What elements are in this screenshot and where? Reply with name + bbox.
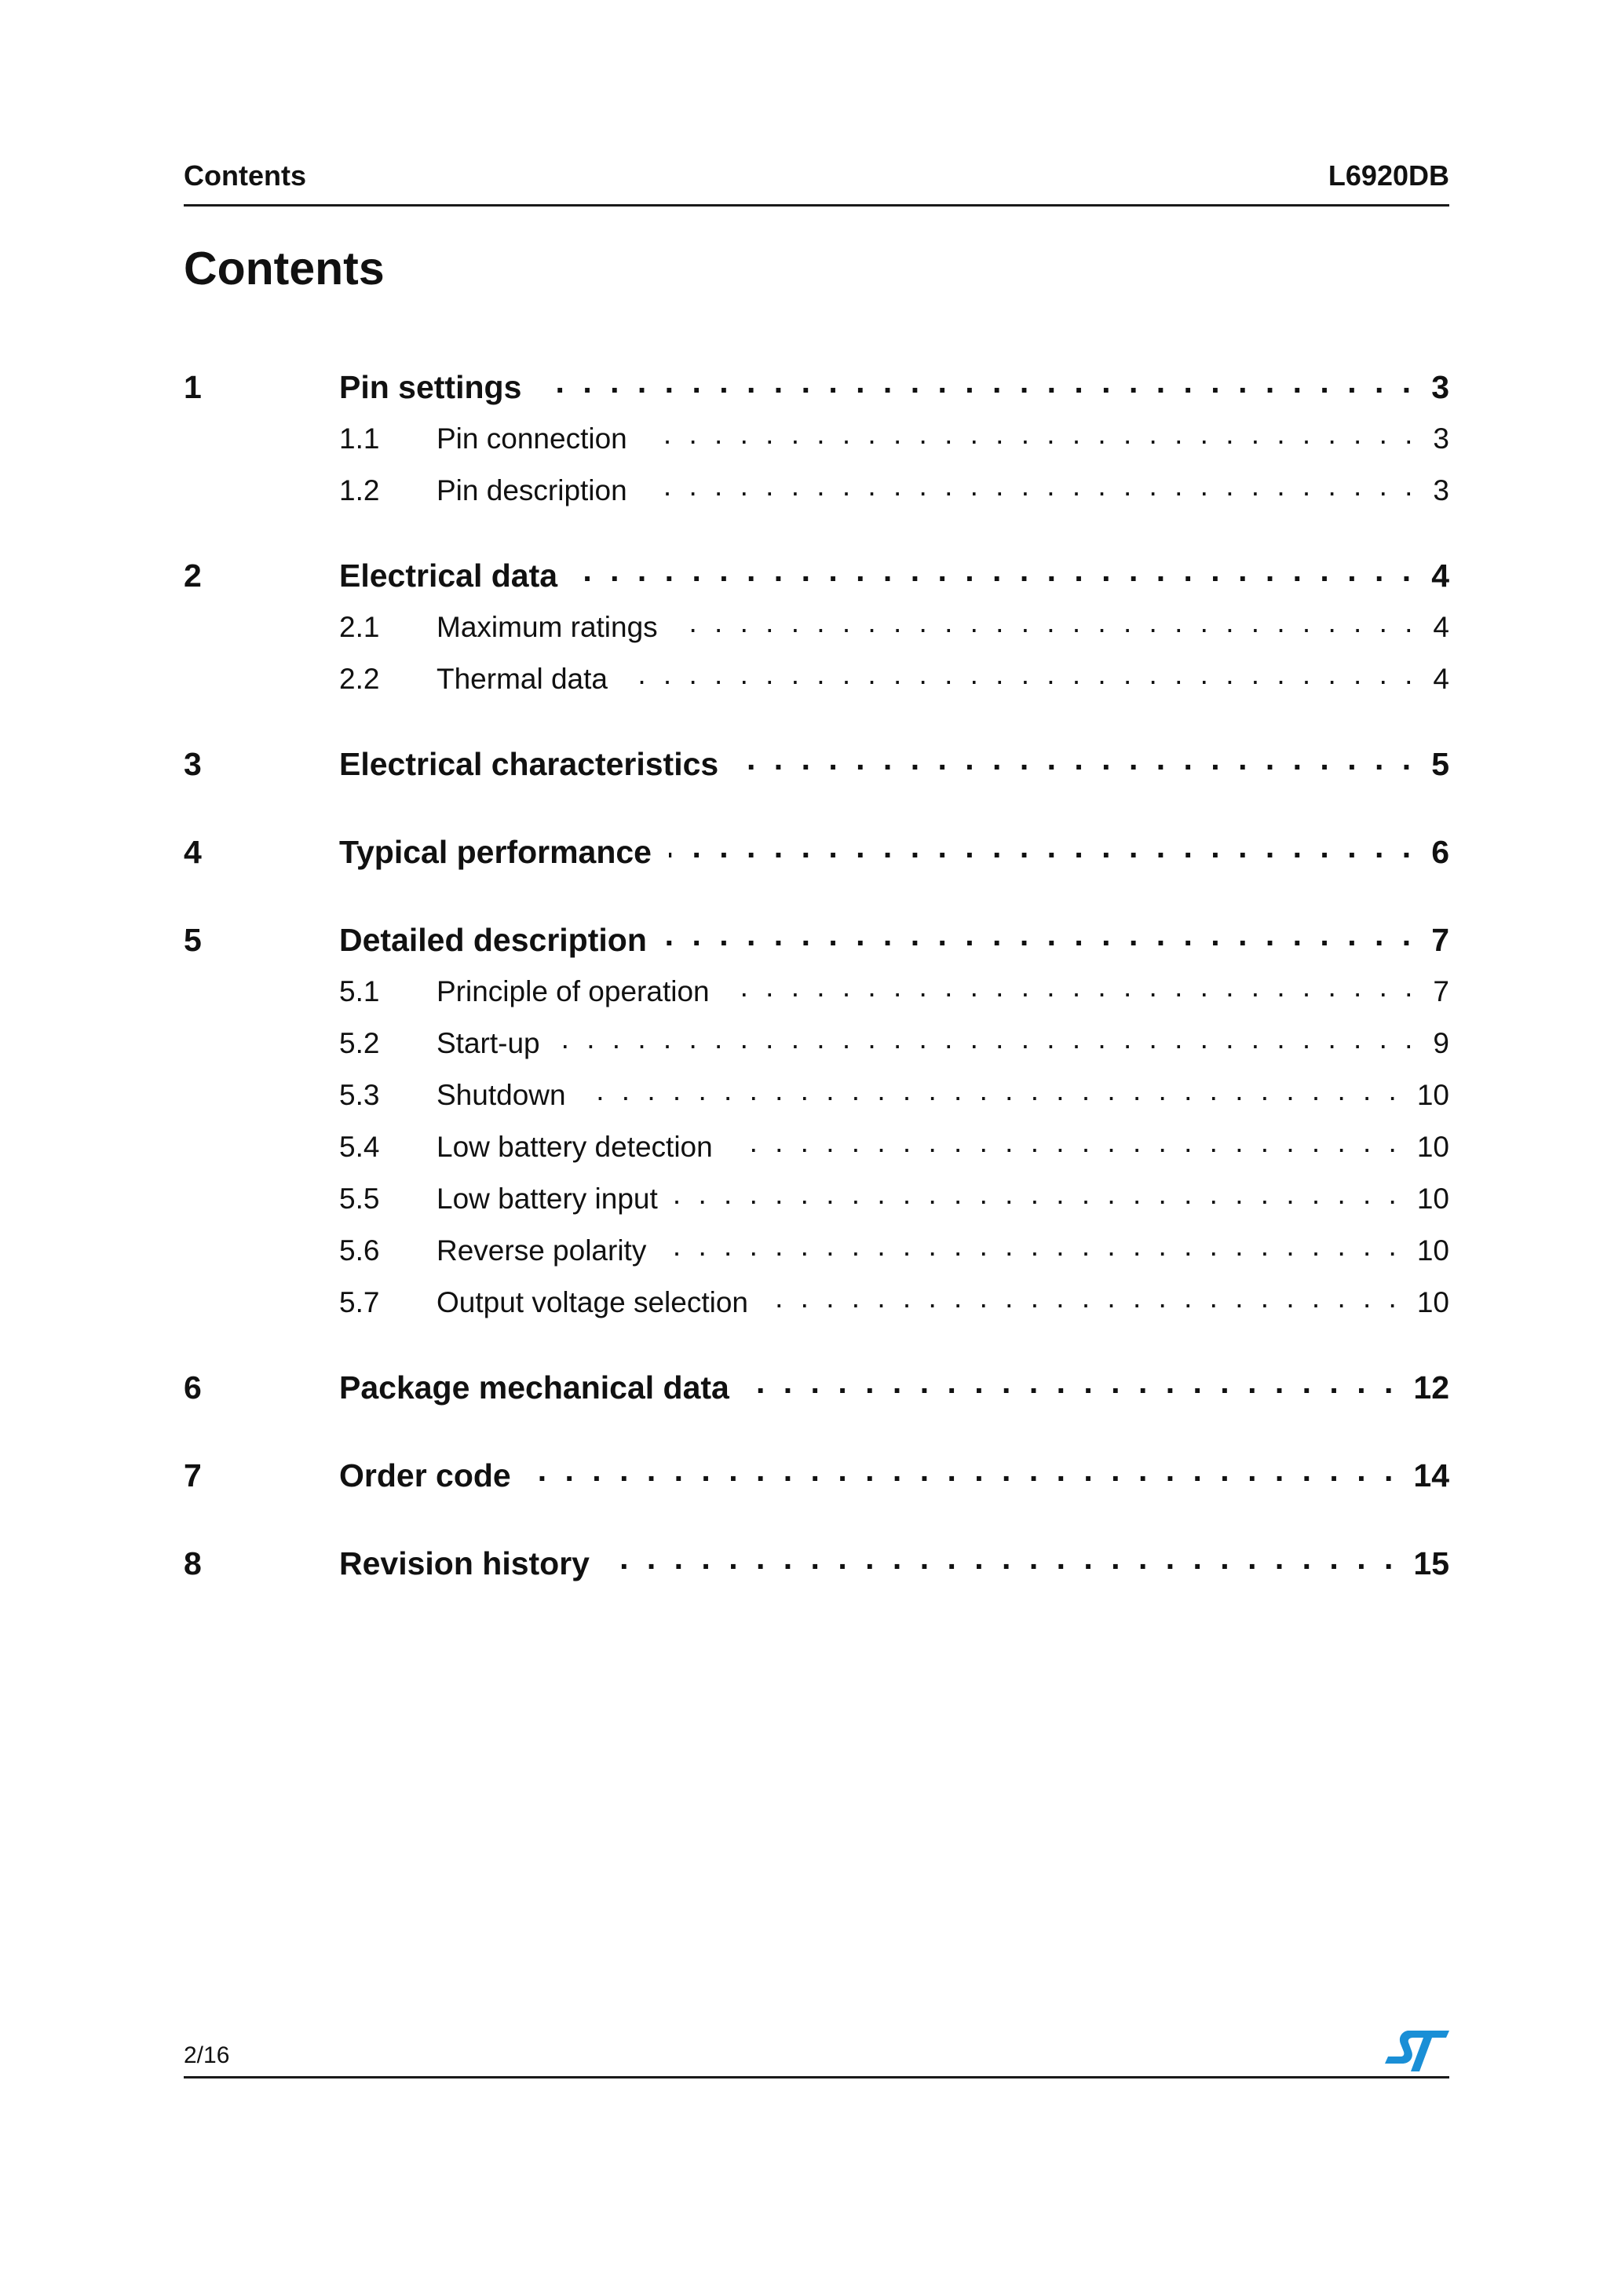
toc-entry-number: 5.3: [339, 1079, 380, 1111]
toc-entry-page: 3: [1433, 422, 1449, 455]
toc-entry-title: Start-up: [437, 1027, 540, 1059]
toc-dot-leader: [645, 419, 1418, 448]
toc-dot-leader: [528, 1454, 1398, 1486]
toc-entry-title: Maximum ratings: [437, 611, 658, 643]
toc-dot-leader: [663, 1231, 1401, 1260]
toc-entry-number: 5.4: [339, 1131, 380, 1163]
toc-entry-title: Principle of operation: [437, 975, 710, 1007]
toc-dot-leader: [675, 1179, 1401, 1208]
footer-page-number: 2/16: [184, 2042, 230, 2068]
toc-dot-leader: [736, 743, 1416, 775]
toc-entry-8[interactable]: [184, 1537, 1449, 1589]
toc-entry-title: Electrical characteristics: [339, 746, 719, 782]
toc-entry-5-1[interactable]: [184, 966, 1449, 1018]
toc-entry-7[interactable]: [184, 1450, 1449, 1501]
toc-entry-5-4[interactable]: [184, 1121, 1449, 1173]
toc-entry-number: 4: [184, 834, 202, 870]
toc-entry-number: 5.6: [339, 1234, 380, 1267]
header-document-id: L6920DB: [1328, 159, 1449, 192]
toc-entry-page: 4: [1433, 663, 1449, 695]
toc-entry-title: Output voltage selection: [437, 1286, 748, 1318]
toc-entry-1[interactable]: [184, 361, 1449, 413]
toc-entry-5-6[interactable]: [184, 1225, 1449, 1277]
toc-entry-number: 5.1: [339, 975, 380, 1007]
toc-dot-leader: [625, 660, 1417, 689]
toc-entry-number: 2.1: [339, 611, 380, 643]
toc-entry-page: 14: [1413, 1457, 1449, 1493]
header-section-label: Contents: [184, 159, 306, 192]
table-of-contents: [184, 361, 1449, 1589]
toc-dot-leader: [675, 608, 1418, 637]
toc-entry-5-2[interactable]: [184, 1018, 1449, 1069]
toc-dot-leader: [575, 554, 1416, 587]
toc-dot-leader: [583, 1076, 1401, 1105]
toc-entry-page: 12: [1413, 1369, 1449, 1406]
toc-entry-3[interactable]: [184, 738, 1449, 790]
page-title: Contents: [184, 243, 385, 294]
toc-entry-1-2[interactable]: [184, 465, 1449, 517]
toc-entry-page: 3: [1433, 474, 1449, 506]
toc-entry-title: Pin description: [437, 474, 627, 506]
toc-entry-title: Low battery detection: [437, 1131, 713, 1163]
toc-entry-title: Low battery input: [437, 1183, 658, 1215]
page-header: [184, 157, 1449, 207]
toc-entry-2[interactable]: [184, 550, 1449, 601]
toc-entry-page: 10: [1416, 1234, 1449, 1267]
toc-dot-leader: [607, 1542, 1397, 1574]
toc-entry-page: 7: [1431, 922, 1449, 958]
toc-entry-page: 15: [1413, 1545, 1449, 1581]
toc-dot-leader: [539, 366, 1416, 398]
toc-dot-leader: [664, 919, 1416, 951]
toc-dot-leader: [747, 1366, 1398, 1398]
page-footer: [184, 2026, 1449, 2078]
toc-dot-leader: [557, 1024, 1418, 1053]
toc-entry-2-2[interactable]: [184, 653, 1449, 705]
toc-entry-title: Thermal data: [437, 663, 608, 695]
toc-entry-page: 3: [1431, 369, 1449, 405]
toc-entry-5-3[interactable]: [184, 1069, 1449, 1121]
toc-entry-page: 9: [1433, 1027, 1449, 1059]
toc-entry-page: 4: [1433, 611, 1449, 643]
toc-entry-number: 5: [184, 922, 202, 958]
toc-entry-page: 5: [1431, 746, 1449, 782]
toc-entry-page: 6: [1431, 834, 1449, 870]
toc-entry-number: 5.5: [339, 1183, 380, 1215]
toc-dot-leader: [669, 831, 1416, 863]
toc-entry-number: 5.2: [339, 1027, 380, 1059]
toc-entry-number: 2: [184, 558, 202, 594]
toc-entry-number: 7: [184, 1457, 202, 1493]
toc-entry-5[interactable]: [184, 914, 1449, 966]
toc-entry-page: 10: [1416, 1183, 1449, 1215]
toc-dot-leader: [765, 1283, 1401, 1312]
toc-dot-leader: [727, 972, 1418, 1001]
toc-entry-page: 10: [1416, 1131, 1449, 1163]
toc-entry-number: 6: [184, 1369, 202, 1406]
toc-entry-number: 1: [184, 369, 202, 405]
toc-entry-page: 7: [1433, 975, 1449, 1007]
toc-entry-title: Shutdown: [437, 1079, 566, 1111]
toc-entry-6[interactable]: [184, 1362, 1449, 1413]
toc-entry-number: 3: [184, 746, 202, 782]
toc-entry-number: 1.1: [339, 422, 380, 455]
toc-entry-title: Package mechanical data: [339, 1369, 729, 1406]
toc-entry-page: 4: [1431, 558, 1449, 594]
toc-entry-1-1[interactable]: [184, 413, 1449, 465]
toc-entry-title: Electrical data: [339, 558, 558, 594]
toc-entry-4[interactable]: [184, 826, 1449, 878]
toc-dot-leader: [645, 471, 1418, 500]
toc-entry-number: 8: [184, 1545, 202, 1581]
toc-entry-number: 2.2: [339, 663, 380, 695]
st-logo-icon: [1385, 2031, 1449, 2071]
toc-entry-number: 1.2: [339, 474, 380, 506]
toc-entry-5-7[interactable]: [184, 1277, 1449, 1329]
toc-entry-number: 5.7: [339, 1286, 380, 1318]
toc-entry-title: Typical performance: [339, 834, 652, 870]
toc-entry-5-5[interactable]: [184, 1173, 1449, 1225]
toc-entry-title: Detailed description: [339, 922, 647, 958]
toc-entry-page: 10: [1416, 1286, 1449, 1318]
toc-dot-leader: [730, 1128, 1401, 1157]
toc-entry-page: 10: [1416, 1079, 1449, 1111]
toc-entry-title: Revision history: [339, 1545, 590, 1581]
toc-entry-title: Order code: [339, 1457, 511, 1493]
toc-entry-title: Pin settings: [339, 369, 522, 405]
toc-entry-title: Reverse polarity: [437, 1234, 647, 1267]
toc-entry-2-1[interactable]: [184, 601, 1449, 653]
toc-entry-title: Pin connection: [437, 422, 627, 455]
